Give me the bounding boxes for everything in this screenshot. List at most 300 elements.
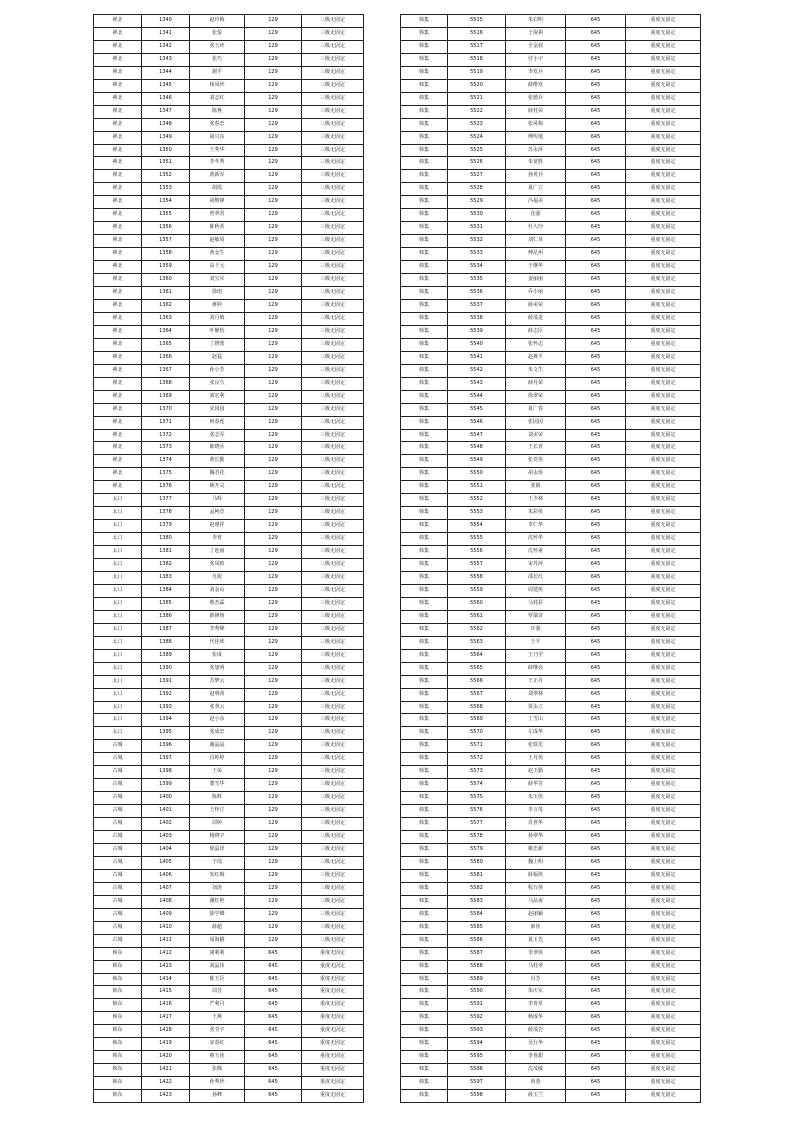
town-cell: 韩集 xyxy=(401,753,448,766)
id-cell: 5530 xyxy=(448,209,506,222)
category-cell: 重度无固定 xyxy=(626,79,701,92)
category-cell: 重度无固定 xyxy=(626,1064,701,1077)
table-row xyxy=(94,753,364,766)
category-cell: 三级无固定 xyxy=(302,79,364,92)
town-cell: 太口 xyxy=(94,701,142,714)
id-cell: 1356 xyxy=(142,222,190,235)
id-cell: 1378 xyxy=(142,507,190,520)
category-cell: 三级无固定 xyxy=(302,688,364,701)
id-cell: 5526 xyxy=(448,157,506,170)
amount-cell: 645 xyxy=(245,1077,302,1090)
amount-cell: 129 xyxy=(245,818,302,831)
category-cell: 重度无固定 xyxy=(302,986,364,999)
amount-cell: 129 xyxy=(245,40,302,53)
id-cell: 5548 xyxy=(448,442,506,455)
amount-cell: 129 xyxy=(245,442,302,455)
town-cell: 韩集 xyxy=(401,999,448,1012)
amount-cell: 129 xyxy=(245,701,302,714)
table-row xyxy=(94,312,364,325)
amount-cell: 645 xyxy=(566,856,626,869)
table-row xyxy=(94,779,364,792)
category-cell: 重度无固定 xyxy=(626,1077,701,1090)
table-row xyxy=(94,675,364,688)
category-cell: 三级无固定 xyxy=(302,753,364,766)
id-cell: 5586 xyxy=(448,934,506,947)
town-cell: 韩集 xyxy=(401,416,448,429)
table-row xyxy=(94,571,364,584)
id-cell: 1417 xyxy=(142,1012,190,1025)
name-cell: 高千元 xyxy=(190,261,245,274)
name-cell: 刘涛 xyxy=(190,882,245,895)
town-cell: 禅北 xyxy=(94,235,142,248)
town-cell: 韩集 xyxy=(401,92,448,105)
town-cell: 太口 xyxy=(94,533,142,546)
id-cell: 1423 xyxy=(142,1090,190,1103)
name-cell: 谢晶晶 xyxy=(190,740,245,753)
table-row xyxy=(94,170,364,183)
town-cell: 韩集 xyxy=(401,351,448,364)
category-cell: 重度无固定 xyxy=(626,727,701,740)
id-cell: 5581 xyxy=(448,869,506,882)
name-cell: 杨成华 xyxy=(506,1012,566,1025)
id-cell: 1380 xyxy=(142,533,190,546)
name-cell: 薛锋铸 xyxy=(190,610,245,623)
amount-cell: 129 xyxy=(245,312,302,325)
id-cell: 5545 xyxy=(448,403,506,416)
amount-cell: 129 xyxy=(245,792,302,805)
id-cell: 1379 xyxy=(142,520,190,533)
amount-cell: 645 xyxy=(566,157,626,170)
town-cell: 韩集 xyxy=(401,1038,448,1051)
left-roster-table xyxy=(93,14,364,1103)
name-cell: 张良久 xyxy=(190,377,245,390)
town-cell: 禅北 xyxy=(94,66,142,79)
id-cell: 1421 xyxy=(142,1064,190,1077)
town-cell: 韩东 xyxy=(94,947,142,960)
town-cell: 古城 xyxy=(94,753,142,766)
category-cell: 重度无固定 xyxy=(626,338,701,351)
id-cell: 5580 xyxy=(448,856,506,869)
name-cell: 朱红梅 xyxy=(190,869,245,882)
category-cell: 三级无固定 xyxy=(302,792,364,805)
amount-cell: 645 xyxy=(566,649,626,662)
town-cell: 韩集 xyxy=(401,662,448,675)
town-cell: 韩集 xyxy=(401,908,448,921)
table-row xyxy=(401,520,701,533)
town-cell: 太口 xyxy=(94,727,142,740)
amount-cell: 645 xyxy=(566,390,626,403)
table-row xyxy=(401,921,701,934)
name-cell: 刘美荣 xyxy=(506,429,566,442)
table-row xyxy=(401,1077,701,1090)
town-cell: 禅北 xyxy=(94,325,142,338)
name-cell: 夏玉先 xyxy=(506,934,566,947)
category-cell: 重度无固定 xyxy=(626,351,701,364)
category-cell: 三级无固定 xyxy=(302,92,364,105)
town-cell: 韩集 xyxy=(401,714,448,727)
category-cell: 三级无固定 xyxy=(302,299,364,312)
town-cell: 韩集 xyxy=(401,882,448,895)
name-cell: 马桂彩 xyxy=(506,597,566,610)
table-row xyxy=(94,895,364,908)
name-cell: 陈燕 xyxy=(190,105,245,118)
category-cell: 三级无固定 xyxy=(302,520,364,533)
category-cell: 重度无固定 xyxy=(626,882,701,895)
table-row xyxy=(401,377,701,390)
amount-cell: 645 xyxy=(566,248,626,261)
amount-cell: 645 xyxy=(566,468,626,481)
id-cell: 5544 xyxy=(448,390,506,403)
table-row xyxy=(94,649,364,662)
town-cell: 禅北 xyxy=(94,287,142,300)
town-cell: 古城 xyxy=(94,921,142,934)
town-cell: 韩集 xyxy=(401,688,448,701)
id-cell: 5538 xyxy=(448,312,506,325)
town-cell: 禅北 xyxy=(94,299,142,312)
amount-cell: 129 xyxy=(245,79,302,92)
amount-cell: 129 xyxy=(245,429,302,442)
town-cell: 韩集 xyxy=(401,222,448,235)
amount-cell: 645 xyxy=(566,934,626,947)
name-cell: 谢平 xyxy=(190,66,245,79)
category-cell: 三级无固定 xyxy=(302,338,364,351)
town-cell: 韩集 xyxy=(401,468,448,481)
name-cell: 周建侠 xyxy=(506,584,566,597)
name-cell: 程万侠 xyxy=(506,882,566,895)
category-cell: 重度无固定 xyxy=(626,714,701,727)
amount-cell: 645 xyxy=(566,1038,626,1051)
amount-cell: 645 xyxy=(566,740,626,753)
amount-cell: 129 xyxy=(245,27,302,40)
category-cell: 重度无固定 xyxy=(626,455,701,468)
name-cell: 张娟 xyxy=(506,481,566,494)
category-cell: 重度无固定 xyxy=(626,131,701,144)
category-cell: 重度无固定 xyxy=(626,183,701,196)
id-cell: 5524 xyxy=(448,131,506,144)
name-cell: 魏士明 xyxy=(506,856,566,869)
amount-cell: 129 xyxy=(245,170,302,183)
id-cell: 1385 xyxy=(142,597,190,610)
id-cell: 1396 xyxy=(142,740,190,753)
name-cell: 张志军 xyxy=(190,429,245,442)
category-cell: 重度无固定 xyxy=(626,559,701,572)
id-cell: 1371 xyxy=(142,416,190,429)
name-cell: 蔡玉侠 xyxy=(190,1051,245,1064)
table-row xyxy=(94,1077,364,1090)
table-row xyxy=(94,856,364,869)
town-cell: 韩集 xyxy=(401,895,448,908)
town-cell: 韩集 xyxy=(401,649,448,662)
category-cell: 重度无固定 xyxy=(626,831,701,844)
category-cell: 三级无固定 xyxy=(302,416,364,429)
table-row xyxy=(94,727,364,740)
town-cell: 韩集 xyxy=(401,325,448,338)
name-cell: 罗瑞奇 xyxy=(506,610,566,623)
name-cell: 刘宏利 xyxy=(190,390,245,403)
amount-cell: 645 xyxy=(566,338,626,351)
category-cell: 重度无固定 xyxy=(302,1025,364,1038)
category-cell: 重度无固定 xyxy=(626,999,701,1012)
amount-cell: 645 xyxy=(566,546,626,559)
category-cell: 三级无固定 xyxy=(302,27,364,40)
id-cell: 1387 xyxy=(142,623,190,636)
id-cell: 1345 xyxy=(142,79,190,92)
name-cell: 马品甫 xyxy=(506,895,566,908)
name-cell: 黄长勤 xyxy=(190,455,245,468)
id-cell: 1389 xyxy=(142,649,190,662)
id-cell: 1422 xyxy=(142,1077,190,1090)
amount-cell: 129 xyxy=(245,196,302,209)
name-cell: 黄新军 xyxy=(190,170,245,183)
category-cell: 重度无固定 xyxy=(626,27,701,40)
category-cell: 重度无固定 xyxy=(626,662,701,675)
amount-cell: 129 xyxy=(245,209,302,222)
amount-cell: 129 xyxy=(245,455,302,468)
id-cell: 5584 xyxy=(448,908,506,921)
town-cell: 韩集 xyxy=(401,118,448,131)
category-cell: 三级无固定 xyxy=(302,209,364,222)
table-row xyxy=(94,688,364,701)
table-row xyxy=(401,895,701,908)
category-cell: 三级无固定 xyxy=(302,908,364,921)
name-cell: 胡永侠 xyxy=(506,468,566,481)
town-cell: 禅北 xyxy=(94,390,142,403)
amount-cell: 129 xyxy=(245,675,302,688)
category-cell: 重度无固定 xyxy=(626,571,701,584)
category-cell: 重度无固定 xyxy=(626,40,701,53)
name-cell: 薛福侠 xyxy=(506,869,566,882)
town-cell: 韩集 xyxy=(401,1090,448,1103)
name-cell: 沈怀甫 xyxy=(506,546,566,559)
id-cell: 5583 xyxy=(448,895,506,908)
table-row xyxy=(401,908,701,921)
table-row xyxy=(94,559,364,572)
town-cell: 古城 xyxy=(94,766,142,779)
id-cell: 5519 xyxy=(448,66,506,79)
town-cell: 禅北 xyxy=(94,53,142,66)
id-cell: 5533 xyxy=(448,248,506,261)
id-cell: 5598 xyxy=(448,1090,506,1103)
amount-cell: 645 xyxy=(566,287,626,300)
category-cell: 三级无固定 xyxy=(302,235,364,248)
id-cell: 5539 xyxy=(448,325,506,338)
id-cell: 1348 xyxy=(142,118,190,131)
category-cell: 三级无固定 xyxy=(302,170,364,183)
id-cell: 1354 xyxy=(142,196,190,209)
category-cell: 重度无固定 xyxy=(626,209,701,222)
id-cell: 1398 xyxy=(142,766,190,779)
name-cell: 薛茂进 xyxy=(506,312,566,325)
table-row xyxy=(401,157,701,170)
table-row xyxy=(401,248,701,261)
table-row xyxy=(94,325,364,338)
id-cell: 1362 xyxy=(142,299,190,312)
id-cell: 5534 xyxy=(448,261,506,274)
town-cell: 古城 xyxy=(94,779,142,792)
id-cell: 5572 xyxy=(448,753,506,766)
name-cell: 赵燕平 xyxy=(506,351,566,364)
category-cell: 三级无固定 xyxy=(302,818,364,831)
name-cell: 徐学卿 xyxy=(190,908,245,921)
town-cell: 太口 xyxy=(94,494,142,507)
town-cell: 韩集 xyxy=(401,533,448,546)
category-cell: 重度无固定 xyxy=(626,636,701,649)
id-cell: 5537 xyxy=(448,299,506,312)
id-cell: 1409 xyxy=(142,908,190,921)
table-row xyxy=(94,338,364,351)
id-cell: 1401 xyxy=(142,805,190,818)
id-cell: 1377 xyxy=(142,494,190,507)
id-cell: 1349 xyxy=(142,131,190,144)
id-cell: 5570 xyxy=(448,727,506,740)
id-cell: 5531 xyxy=(448,222,506,235)
table-row xyxy=(401,869,701,882)
table-row xyxy=(94,131,364,144)
category-cell: 重度无固定 xyxy=(302,960,364,973)
id-cell: 1418 xyxy=(142,1025,190,1038)
town-cell: 韩集 xyxy=(401,455,448,468)
id-cell: 1403 xyxy=(142,831,190,844)
name-cell: 周芳 xyxy=(190,986,245,999)
town-cell: 禅北 xyxy=(94,92,142,105)
amount-cell: 645 xyxy=(566,610,626,623)
name-cell: 宋园园 xyxy=(190,403,245,416)
amount-cell: 129 xyxy=(245,908,302,921)
name-cell: 张成 xyxy=(190,649,245,662)
table-row xyxy=(401,571,701,584)
category-cell: 重度无固定 xyxy=(626,481,701,494)
amount-cell: 645 xyxy=(566,312,626,325)
town-cell: 古城 xyxy=(94,818,142,831)
town-cell: 韩东 xyxy=(94,1064,142,1077)
category-cell: 三级无固定 xyxy=(302,494,364,507)
table-row xyxy=(401,973,701,986)
town-cell: 禅北 xyxy=(94,209,142,222)
town-cell: 禅北 xyxy=(94,468,142,481)
category-cell: 三级无固定 xyxy=(302,144,364,157)
name-cell: 夏广立 xyxy=(506,183,566,196)
town-cell: 韩东 xyxy=(94,973,142,986)
id-cell: 1347 xyxy=(142,105,190,118)
amount-cell: 129 xyxy=(245,92,302,105)
right-roster-body xyxy=(401,15,701,1103)
category-cell: 重度无固定 xyxy=(302,1038,364,1051)
amount-cell: 129 xyxy=(245,222,302,235)
amount-cell: 645 xyxy=(566,571,626,584)
town-cell: 韩集 xyxy=(401,157,448,170)
name-cell: 曾翠香 xyxy=(190,209,245,222)
town-cell: 韩东 xyxy=(94,986,142,999)
town-cell: 韩集 xyxy=(401,740,448,753)
name-cell: 付小宇 xyxy=(506,53,566,66)
amount-cell: 129 xyxy=(245,390,302,403)
amount-cell: 645 xyxy=(566,416,626,429)
name-cell: 吴行华 xyxy=(506,1038,566,1051)
table-row xyxy=(401,831,701,844)
town-cell: 韩集 xyxy=(401,105,448,118)
id-cell: 5566 xyxy=(448,675,506,688)
amount-cell: 645 xyxy=(566,1012,626,1025)
table-row xyxy=(94,209,364,222)
table-row xyxy=(94,999,364,1012)
town-cell: 韩集 xyxy=(401,520,448,533)
table-row xyxy=(401,416,701,429)
id-cell: 1355 xyxy=(142,209,190,222)
amount-cell: 129 xyxy=(245,636,302,649)
id-cell: 1412 xyxy=(142,947,190,960)
table-row xyxy=(94,1064,364,1077)
name-cell: 何春莲 xyxy=(190,416,245,429)
id-cell: 5582 xyxy=(448,882,506,895)
id-cell: 1360 xyxy=(142,274,190,287)
id-cell: 5532 xyxy=(448,235,506,248)
name-cell: 赵丽颖 xyxy=(506,908,566,921)
town-cell: 禅北 xyxy=(94,27,142,40)
town-cell: 韩集 xyxy=(401,597,448,610)
table-row xyxy=(401,364,701,377)
id-cell: 1395 xyxy=(142,727,190,740)
name-cell: 李喜甜 xyxy=(506,1051,566,1064)
amount-cell: 645 xyxy=(566,831,626,844)
category-cell: 三级无固定 xyxy=(302,481,364,494)
name-cell: 赵猛 xyxy=(190,351,245,364)
amount-cell: 645 xyxy=(566,779,626,792)
town-cell: 韩集 xyxy=(401,818,448,831)
table-row xyxy=(94,973,364,986)
id-cell: 1404 xyxy=(142,844,190,857)
table-row xyxy=(94,481,364,494)
town-cell: 韩集 xyxy=(401,40,448,53)
id-cell: 1392 xyxy=(142,688,190,701)
category-cell: 重度无固定 xyxy=(626,844,701,857)
id-cell: 1383 xyxy=(142,571,190,584)
town-cell: 韩集 xyxy=(401,792,448,805)
id-cell: 5535 xyxy=(448,274,506,287)
amount-cell: 645 xyxy=(566,623,626,636)
name-cell: 张玉珍 xyxy=(190,40,245,53)
table-row xyxy=(94,429,364,442)
town-cell: 韩东 xyxy=(94,999,142,1012)
category-cell: 重度无固定 xyxy=(626,584,701,597)
category-cell: 重度无固定 xyxy=(302,1077,364,1090)
table-row xyxy=(94,1012,364,1025)
town-cell: 太口 xyxy=(94,559,142,572)
amount-cell: 645 xyxy=(566,818,626,831)
table-row xyxy=(94,79,364,92)
id-cell: 5525 xyxy=(448,144,506,157)
name-cell: 薛玉兰 xyxy=(506,1090,566,1103)
table-row xyxy=(401,779,701,792)
id-cell: 1408 xyxy=(142,895,190,908)
town-cell: 韩集 xyxy=(401,287,448,300)
table-row xyxy=(401,1090,701,1103)
table-row xyxy=(94,792,364,805)
category-cell: 重度无固定 xyxy=(626,66,701,79)
town-cell: 太口 xyxy=(94,714,142,727)
name-cell: 黄金生 xyxy=(190,248,245,261)
town-cell: 古城 xyxy=(94,805,142,818)
town-cell: 韩东 xyxy=(94,960,142,973)
category-cell: 三级无固定 xyxy=(302,831,364,844)
amount-cell: 645 xyxy=(566,1090,626,1103)
amount-cell: 645 xyxy=(566,766,626,779)
amount-cell: 129 xyxy=(245,274,302,287)
category-cell: 重度无固定 xyxy=(626,818,701,831)
table-row xyxy=(401,118,701,131)
town-cell: 韩集 xyxy=(401,1012,448,1025)
amount-cell: 645 xyxy=(245,1051,302,1064)
amount-cell: 129 xyxy=(245,53,302,66)
